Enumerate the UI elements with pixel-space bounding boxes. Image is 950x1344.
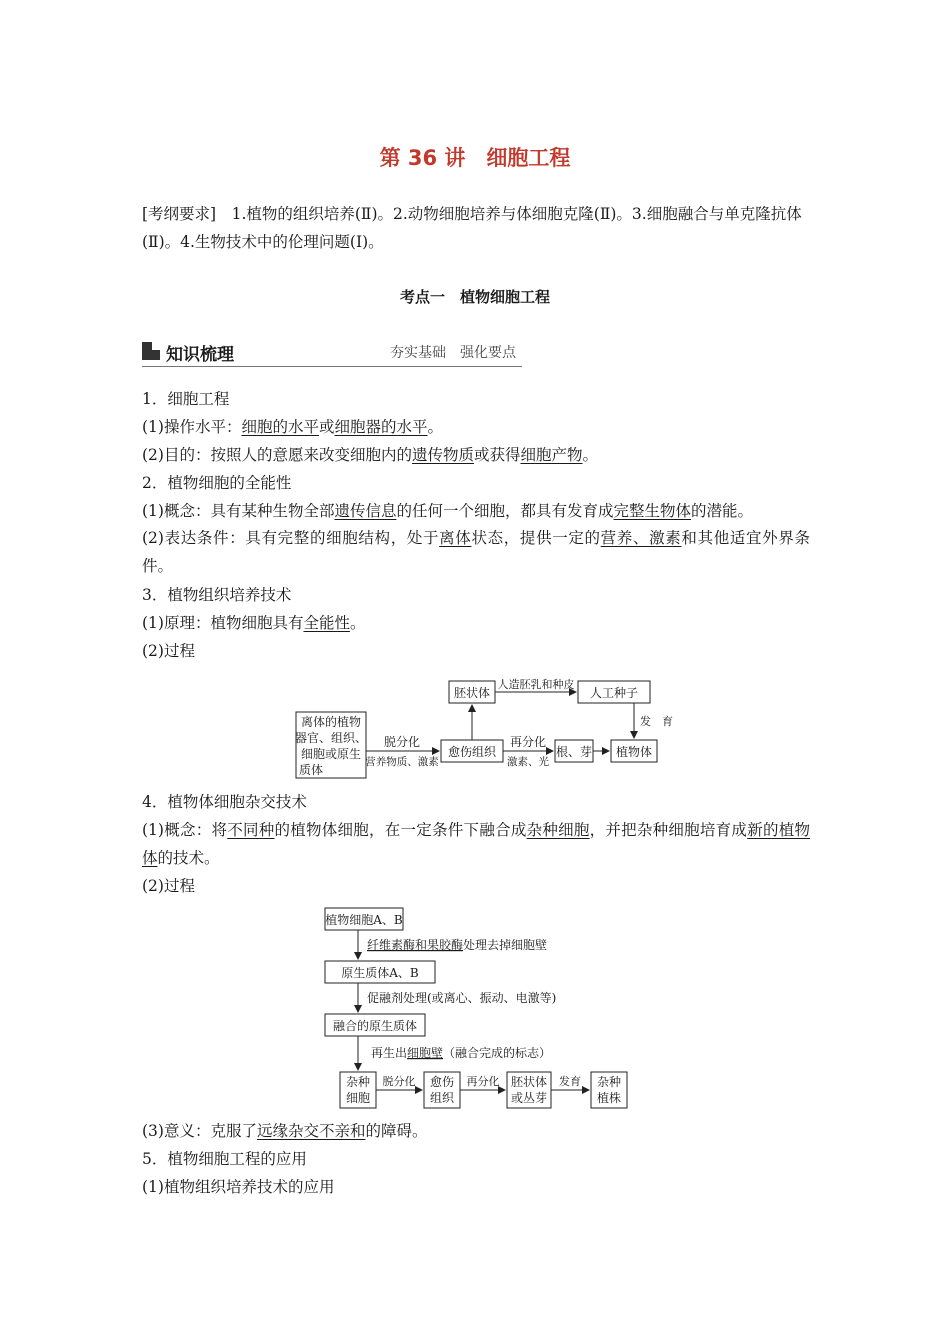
hybrid-plant-l1: 杂种	[596, 1075, 622, 1089]
exam-requirements: [考纲要求] 1.植物的组织培养(Ⅱ)。2.动物细胞培养与体细胞克隆(Ⅱ)。3.细胞融合与单克隆抗体(Ⅱ)。4.生物技术中的伦理问题(Ⅰ)。	[142, 205, 802, 251]
s3-item2: (2)过程	[142, 642, 195, 660]
embryoid-label: 胚状体	[453, 686, 491, 700]
s3-item1: (1)原理：植物细胞具有全能性。	[142, 614, 366, 632]
knowledge-title: 知识梳理	[166, 345, 234, 365]
seed-label: 人工种子	[589, 686, 639, 700]
source-l1: 离体的植物	[300, 715, 362, 729]
s4-heading: 4．植物体细胞杂交技术	[142, 793, 307, 811]
s3-heading: 3．植物组织培养技术	[142, 586, 292, 604]
callus2-l2: 组织	[429, 1091, 455, 1105]
s1-heading: 1．细胞工程	[142, 390, 230, 408]
h-arrow3-label: 发育	[559, 1075, 581, 1088]
source-l2: 器官、组织、	[294, 731, 368, 745]
lecture-title: 第 36 讲 细胞工程	[379, 146, 571, 170]
source-l3: 细胞或原生	[300, 747, 362, 761]
fused-label: 融合的原生质体	[332, 1019, 418, 1033]
knowledge-subtitle: 夯实基础 强化要点	[390, 345, 516, 361]
embryoid2-l2: 或丛芽	[510, 1091, 548, 1105]
h-arrow1-label: 脱分化	[382, 1075, 416, 1088]
s2-item2: (2)表达条件：具有完整的细胞结构，处于离体状态，提供一定的营养、激素和其他适宜外界条件。	[142, 529, 810, 575]
s2-heading: 2．植物细胞的全能性	[142, 474, 292, 492]
callus2-l1: 愈伤	[429, 1075, 455, 1089]
arrow2-top-label: 再分化	[509, 735, 547, 749]
protoplastAB-label: 原生质体A、B	[341, 966, 419, 980]
hybrid-plant-l2: 植株	[596, 1091, 622, 1105]
cellsAB-label: 植物细胞A、B	[325, 913, 403, 927]
arrow1-top-label: 脱分化	[383, 735, 421, 749]
s5-item1: (1)植物组织培养技术的应用	[142, 1178, 335, 1196]
arrow4-label: 发 育	[640, 715, 673, 728]
hybrid-cell-l2: 细胞	[345, 1091, 371, 1105]
callus-label: 愈伤组织	[447, 745, 497, 759]
plant-label: 植物体	[615, 745, 653, 759]
h-arrow2-label: 再分化	[466, 1075, 500, 1088]
arrow3-label: 人造胚乳和种皮	[497, 678, 575, 691]
s1-item2: (2)目的：按照人的意愿来改变细胞内的遗传物质或获得细胞产物。	[142, 446, 599, 464]
step1-label: 纤维素酶和果胶酶处理去掉细胞壁	[367, 938, 548, 952]
source-l4: 质体	[298, 763, 324, 777]
s4-item2: (2)过程	[142, 877, 195, 895]
step3-label: 再生出细胞壁（融合完成的标志）	[371, 1046, 552, 1060]
hybrid-cell-l1: 杂种	[345, 1075, 371, 1089]
section-title: 考点一 植物细胞工程	[399, 288, 550, 306]
embryoid2-l1: 胚状体	[510, 1075, 548, 1089]
step2-label: 促融剂处理(或离心、振动、电激等)	[367, 991, 557, 1005]
s2-item1: (1)概念：具有某种生物全部遗传信息的任何一个细胞，都具有发育成完整生物体的潜能。	[142, 502, 754, 520]
s5-heading: 5．植物细胞工程的应用	[142, 1150, 307, 1168]
s4-item3: (3)意义：克服了远缘杂交不亲和的障碍。	[142, 1122, 428, 1140]
s4-item1: (1)概念：将不同种的植物体细胞，在一定条件下融合成杂种细胞，并把杂种细胞培育成新的植物体的技术。	[142, 821, 810, 867]
rootbud-label: 根、芽	[555, 745, 593, 759]
s1-item1: (1)操作水平：细胞的水平或细胞器的水平。	[142, 418, 444, 436]
arrow1-bottom-label: 营养物质、激素	[365, 756, 439, 768]
arrow2-bottom-label: 激素、光	[507, 756, 549, 768]
